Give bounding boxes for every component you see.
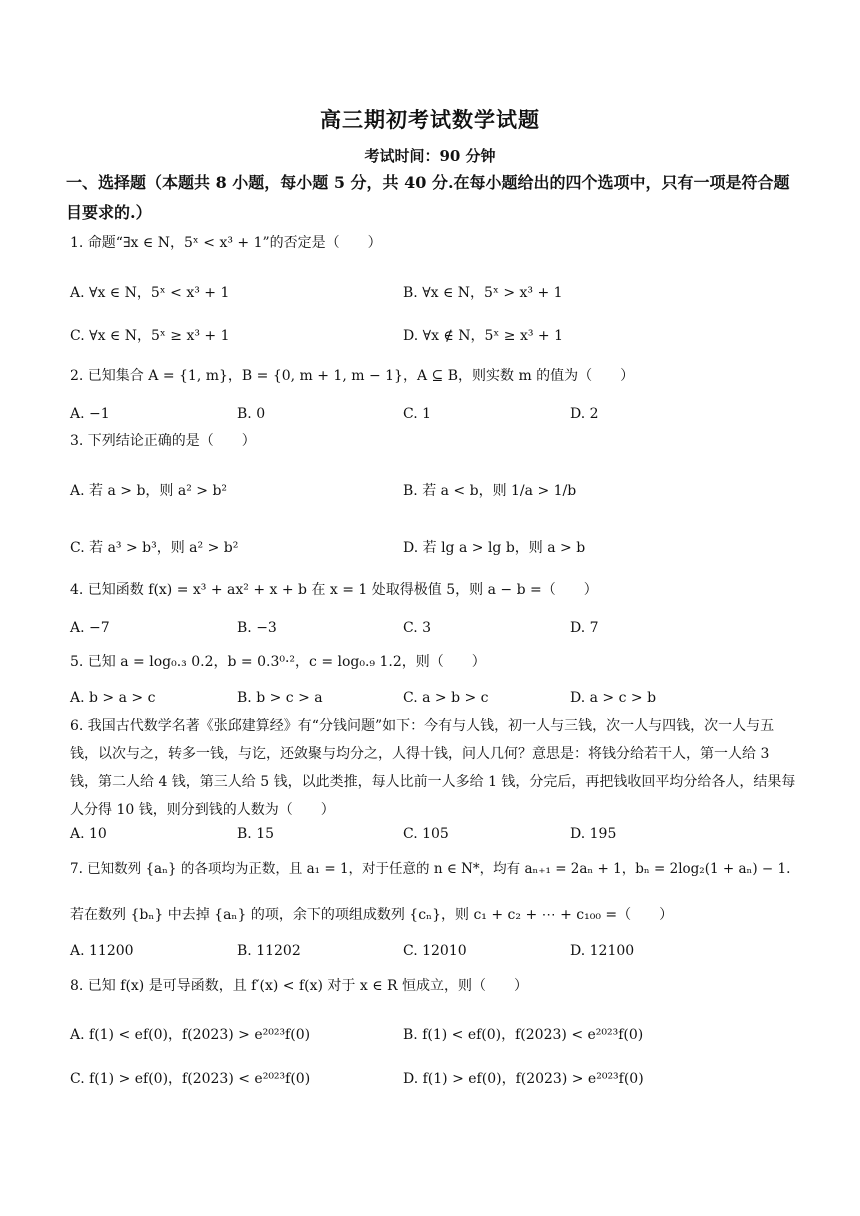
question-1-option-d: D. ∀x ∉ N，5ˣ ≥ x³ + 1 — [403, 328, 564, 344]
question-7-stem: 7. 已知数列 {aₙ} 的各项均为正数，且 a₁ = 1，对于任意的 n ∈ N*，均有 aₙ₊₁ = 2aₙ + 1，bₙ = 2log₂(1 + aₙ) − 1. — [70, 861, 791, 877]
question-2-option-c: C. 1 — [403, 406, 432, 422]
question-3-option-c: C. 若 a³ > b³，则 a² > b² — [70, 540, 239, 556]
question-3-stem: 3. 下列结论正确的是（ ） — [70, 433, 256, 449]
question-8-stem: 8. 已知 f(x) 是可导函数，且 f′(x) < f(x) 对于 x ∈ R 恒成立，则（ ） — [70, 978, 529, 994]
question-8-option-c: C. f(1) > ef(0)，f(2023) < e²⁰²³f(0) — [70, 1071, 311, 1087]
question-2-option-b: B. 0 — [237, 406, 266, 422]
question-4-option-b: B. −3 — [237, 620, 277, 636]
question-5-option-b: B. b > c > a — [237, 690, 323, 706]
question-6-option-d: D. 195 — [570, 826, 617, 842]
question-7-option-a: A. 11200 — [70, 943, 134, 959]
question-1-option-a: A. ∀x ∈ N，5ˣ < x³ + 1 — [70, 285, 230, 301]
question-2-stem: 2. 已知集合 A = {1, m}，B = {0, m + 1, m − 1}，A ⊆ B，则实数 m 的值为（ ） — [70, 368, 635, 384]
question-4-stem: 4. 已知函数 f(x) = x³ + ax² + x + b 在 x = 1 处取得极值 5，则 a − b =（ ） — [70, 582, 598, 598]
question-6-stem: 6. 我国古代数学名著《张邱建算经》有“分钱问题”如下：今有与人钱，初一人与三钱，次一人与四钱，次一人与五钱，以次与之，转多一钱，与讫，还敛聚与均分之，人得十钱，问人几何？意思是：将钱分给若干人，第一人给 3 钱，第二人给 4 钱，第三人给 5 钱，以此类推，每人比前一人多给 1 钱，分完后，再把钱收回平均分给各人，结果每人分得 10 钱，则分到钱的人数为（ ） — [70, 718, 796, 818]
question-8-option-a: A. f(1) < ef(0)，f(2023) > e²⁰²³f(0) — [70, 1027, 311, 1043]
question-3-option-a: A. 若 a > b，则 a² > b² — [70, 483, 228, 499]
question-4-option-c: C. 3 — [403, 620, 432, 636]
question-8-option-d: D. f(1) > ef(0)，f(2023) > e²⁰²³f(0) — [403, 1071, 644, 1087]
question-4-option-a: A. −7 — [70, 620, 110, 636]
question-3-option-b: B. 若 a < b，则 1/a > 1/b — [403, 483, 577, 499]
question-1-stem: 1. 命题“∃x ∈ N，5ˣ < x³ + 1”的否定是（ ） — [70, 235, 382, 251]
question-2-option-a: A. −1 — [70, 406, 110, 422]
question-6-option-a: A. 10 — [70, 826, 107, 842]
question-2-option-d: D. 2 — [570, 406, 599, 422]
question-5-option-d: D. a > c > b — [570, 690, 657, 706]
question-5-option-a: A. b > a > c — [70, 690, 156, 706]
question-7-option-d: D. 12100 — [570, 943, 635, 959]
question-7-option-c: C. 12010 — [403, 943, 467, 959]
question-5-option-c: C. a > b > c — [403, 690, 489, 706]
exam-duration: 考试时间：90 分钟 — [364, 147, 496, 165]
page-title: 高三期初考试数学试题 — [320, 107, 540, 132]
question-7-option-b: B. 11202 — [237, 943, 301, 959]
section-heading: 一、选择题（本题共 8 小题，每小题 5 分，共 40 分.在每小题给出的四个选项中，只有一项是符合题目要求的.） — [66, 173, 790, 222]
question-4-option-d: D. 7 — [570, 620, 599, 636]
question-1-option-c: C. ∀x ∈ N，5ˣ ≥ x³ + 1 — [70, 328, 230, 344]
question-8-option-b: B. f(1) < ef(0)，f(2023) < e²⁰²³f(0) — [403, 1027, 644, 1043]
question-7-stem-continued: 若在数列 {bₙ} 中去掉 {aₙ} 的项，余下的项组成数列 {cₙ}，则 c₁ + c₂ + ⋯ + c₁₀₀ =（ ） — [70, 907, 674, 923]
question-5-stem: 5. 已知 a = log₀.₃ 0.2，b = 0.3⁰·²，c = log₀.₉ 1.2，则（ ） — [70, 654, 486, 670]
question-6-option-c: C. 105 — [403, 826, 449, 842]
question-1-option-b: B. ∀x ∈ N，5ˣ > x³ + 1 — [403, 285, 563, 301]
question-3-option-d: D. 若 lg a > lg b，则 a > b — [403, 540, 586, 556]
question-6-option-b: B. 15 — [237, 826, 275, 842]
